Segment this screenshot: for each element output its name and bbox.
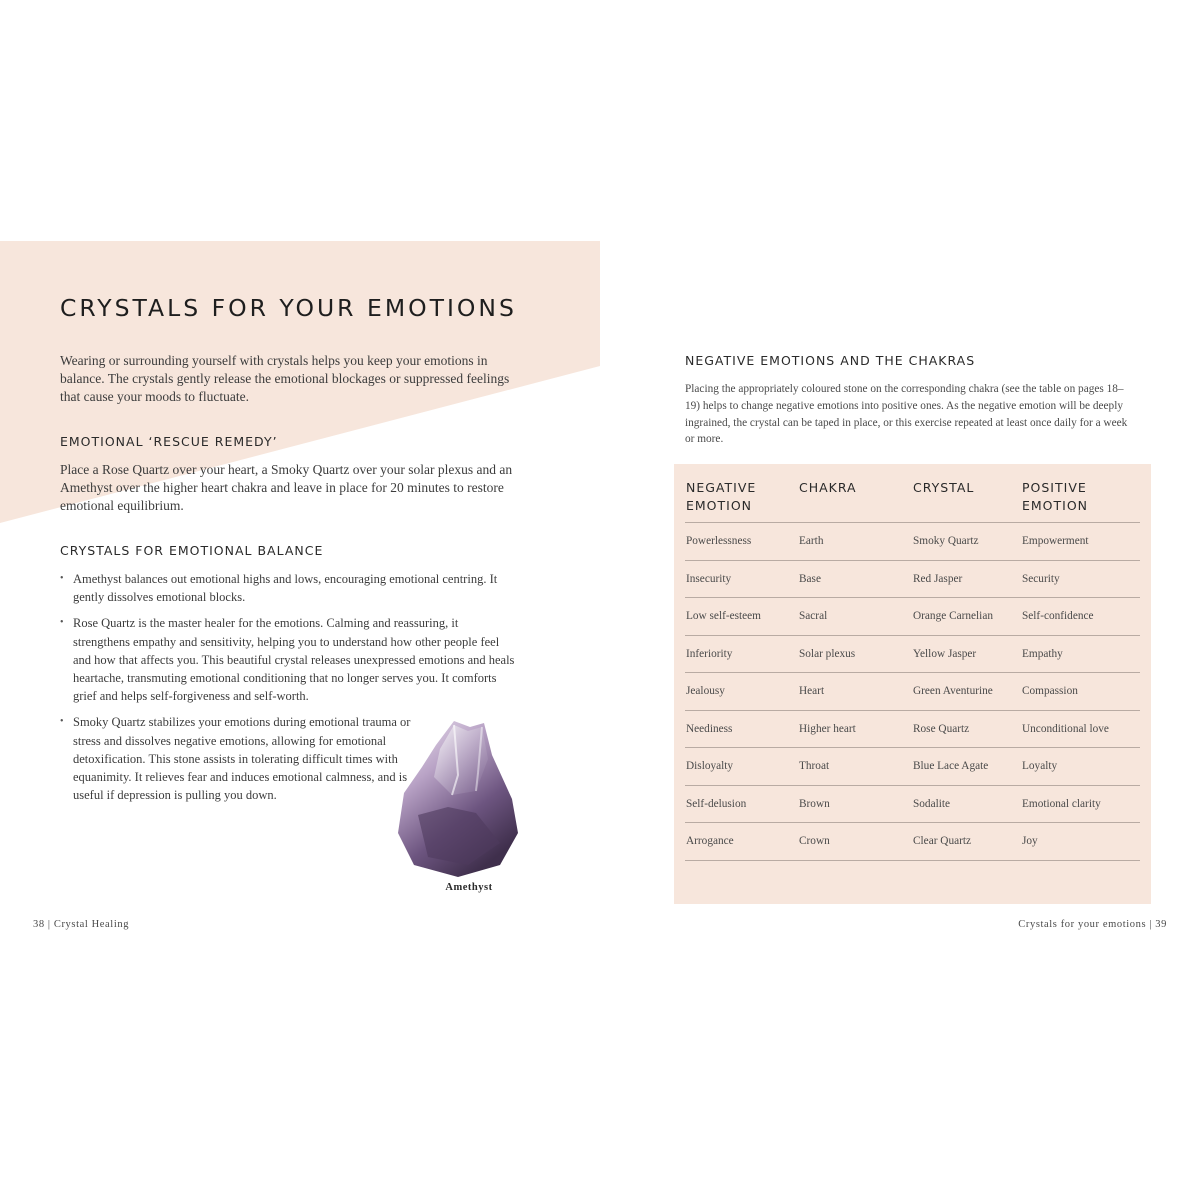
table-cell: Empowerment <box>1021 523 1140 561</box>
table-cell: Loyalty <box>1021 748 1140 786</box>
table-cell: Sodalite <box>912 785 1021 823</box>
table-cell: Solar plexus <box>798 635 912 673</box>
table-cell: Insecurity <box>685 560 798 598</box>
table-cell: Heart <box>798 673 912 711</box>
table-cell: Jealousy <box>685 673 798 711</box>
column-header: NEGATIVE EMOTION <box>685 474 798 523</box>
table-cell: Throat <box>798 748 912 786</box>
table-cell: Yellow Jasper <box>912 635 1021 673</box>
table-row <box>685 710 1140 748</box>
table-row <box>685 635 1140 673</box>
page-title: CRYSTALS FOR YOUR EMOTIONS <box>60 294 517 322</box>
list-item: • Smoky Quartz stabilizes your emotions during emotional trauma or stress and dissolves negative emotions, allowing for emotional detoxification. This stone assists in tolerating difficult times with equanimity. It relieves fear and induces emotional calmness, and is useful if depression is pulling you down. <box>60 713 413 804</box>
table-cell: Security <box>1021 560 1140 598</box>
column-header: POSITIVE EMOTION <box>1021 474 1140 523</box>
column-header: CRYSTAL <box>912 474 1021 523</box>
rescue-remedy-text: Place a Rose Quartz over your heart, a Smoky Quartz over your solar plexus and an Amethyst over the higher heart chakra and leave in place for 20 minutes to restore emotional equilibrium. <box>60 462 513 513</box>
table-cell: Empathy <box>1021 635 1140 673</box>
table-cell: Green Aventurine <box>912 673 1021 711</box>
table-cell: Arrogance <box>685 823 798 861</box>
table-header-row <box>685 474 1140 523</box>
list-item: • Rose Quartz is the master healer for the emotions. Calming and reassuring, it strengthens empathy and sensitivity, helping you to understand how other people feel and how that affects you. This beautiful crystal releases unexpressed emotions and heals heartache, transmuting emotional conditioning that no longer serves you. It comforts grief and helps self-forgiveness and self-worth. <box>60 614 515 705</box>
table-cell: Base <box>798 560 912 598</box>
table-cell: Orange Carnelian <box>912 598 1021 636</box>
table-cell: Self-confidence <box>1021 598 1140 636</box>
table-cell: Smoky Quartz <box>912 523 1021 561</box>
table-row <box>685 523 1140 561</box>
table-cell: Crown <box>798 823 912 861</box>
image-caption: Amethyst <box>445 882 493 893</box>
table-cell: Blue Lace Agate <box>912 748 1021 786</box>
table-cell: Rose Quartz <box>912 710 1021 748</box>
table-cell: Joy <box>1021 823 1140 861</box>
table-cell: Compassion <box>1021 673 1140 711</box>
table-cell: Powerlessness <box>685 523 798 561</box>
table-cell: Unconditional love <box>1021 710 1140 748</box>
table-cell: Disloyalty <box>685 748 798 786</box>
table-cell: Neediness <box>685 710 798 748</box>
table-cell: Inferiority <box>685 635 798 673</box>
table-cell: Self-delusion <box>685 785 798 823</box>
table-cell: Red Jasper <box>912 560 1021 598</box>
table-row <box>685 823 1140 861</box>
table-row <box>685 785 1140 823</box>
chakras-heading: NEGATIVE EMOTIONS AND THE CHAKRAS <box>685 353 976 368</box>
right-page-footer: Crystals for your emotions | 39 <box>1018 919 1167 930</box>
rescue-remedy-heading: EMOTIONAL ‘RESCUE REMEDY’ <box>60 434 278 449</box>
table-row <box>685 748 1140 786</box>
table-cell: Clear Quartz <box>912 823 1021 861</box>
amethyst-crystal-image <box>388 715 528 880</box>
chakras-intro: Placing the appropriately coloured stone on the corresponding chakra (see the table on pages 18–19) helps to change negative emotions into positive ones. As the negative emotion will be deeply ingrained, the crystal can be taped in place, or this exercise repeated at least once daily for a week or more. <box>685 383 1128 446</box>
left-page-footer: 38 | Crystal Healing <box>33 919 130 930</box>
table-cell: Emotional clarity <box>1021 785 1140 823</box>
table-cell: Earth <box>798 523 912 561</box>
table-row <box>685 598 1140 636</box>
column-header: CHAKRA <box>798 474 912 523</box>
table-cell: Low self-esteem <box>685 598 798 636</box>
emotions-table <box>685 474 1140 861</box>
emotional-balance-heading: CRYSTALS FOR EMOTIONAL BALANCE <box>60 543 324 558</box>
emotions-table-panel <box>674 464 1151 904</box>
table-row <box>685 673 1140 711</box>
list-item: • Amethyst balances out emotional highs and lows, encouraging emotional centring. It gently dissolves emotional blocks. <box>60 570 515 606</box>
table-row <box>685 560 1140 598</box>
intro-paragraph: Wearing or surrounding yourself with crystals helps you keep your emotions in balance. The crystals gently release the emotional blockages or suppressed feelings that cause your moods to fluctuate. <box>60 353 510 404</box>
table-cell: Brown <box>798 785 912 823</box>
right-page <box>600 0 1200 1200</box>
table-cell: Sacral <box>798 598 912 636</box>
table-cell: Higher heart <box>798 710 912 748</box>
